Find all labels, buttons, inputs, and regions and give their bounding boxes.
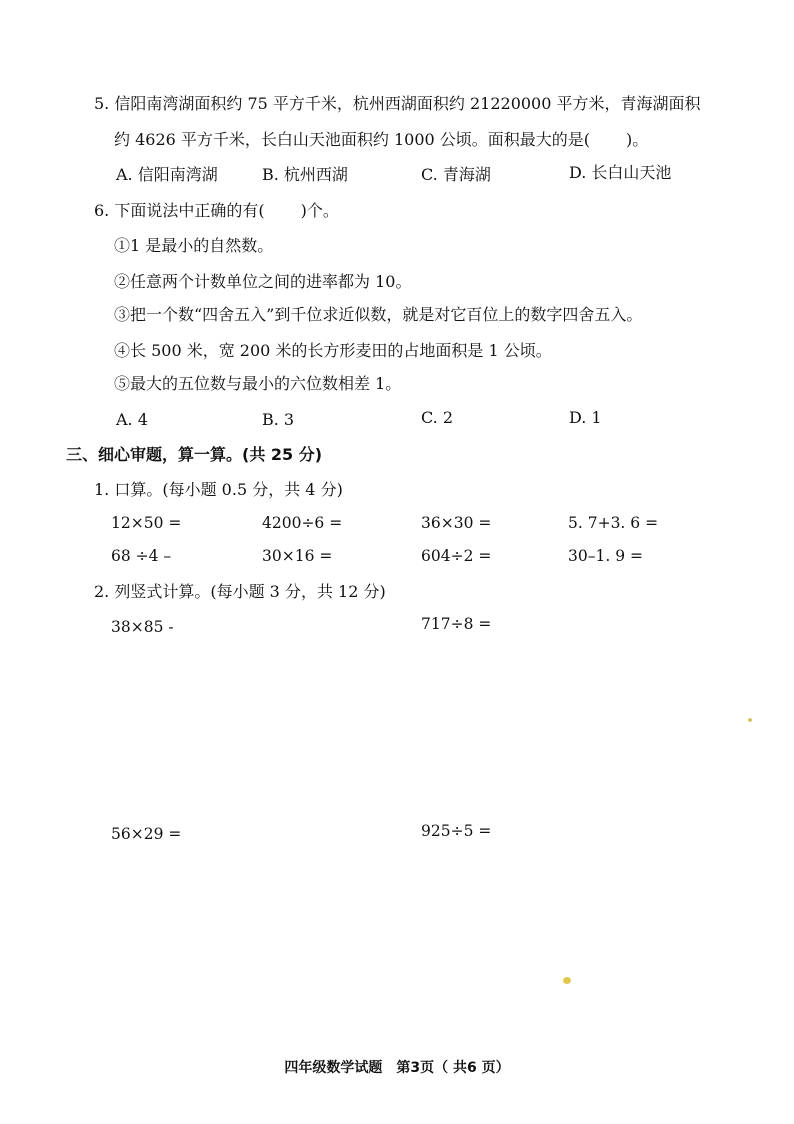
oral-calc-item[interactable]: 12×50 =	[111, 514, 182, 532]
vertical-calc-item[interactable]: 717÷8 =	[421, 615, 492, 633]
q6-stem-end: )个。	[300, 201, 339, 220]
q5-option-a[interactable]: A. 信阳南湾湖	[116, 165, 218, 184]
q5-line1: 5. 信阳南湾湖面积约 75 平方千米，杭州西湖面积约 21220000 平方米，青海湖面积	[94, 94, 701, 113]
q6-option-a[interactable]: A. 4	[116, 410, 148, 429]
q6-statement-4: ④长 500 米，宽 200 米的长方形麦田的占地面积是 1 公顷。	[114, 341, 552, 360]
oral-calc-item[interactable]: 68 ÷4 –	[111, 547, 172, 565]
scan-speck	[748, 718, 752, 722]
q5-stem-text: 约 4626 平方千米，长白山天池面积约 1000 公顷。面积最大的是(	[114, 130, 591, 149]
q6-option-c[interactable]: C. 2	[421, 408, 454, 427]
q6-statement-5: ⑤最大的五位数与最小的六位数相差 1。	[114, 374, 402, 393]
oral-calc-item[interactable]: 4200÷6 =	[262, 514, 343, 532]
q6-statement-3: ③把一个数“四舍五入”到千位求近似数，就是对它百位上的数字四舍五入。	[114, 305, 643, 324]
page-footer: 四年级数学试题 第3页（ 共6 页）	[284, 1060, 510, 1076]
q6-statement-1: ①1 是最小的自然数。	[114, 236, 274, 255]
section3-title: 三、细心审题，算一算。(共 25 分)	[66, 445, 323, 464]
vertical-calc-title: 2. 列竖式计算。(每小题 3 分，共 12 分)	[94, 582, 386, 601]
oral-calc-item[interactable]: 36×30 =	[421, 514, 492, 532]
oral-calc-item[interactable]: 30–1. 9 =	[568, 547, 643, 565]
oral-calc-item[interactable]: 5. 7+3. 6 =	[568, 514, 659, 532]
scan-speck	[563, 977, 571, 984]
q6-stem	[94, 201, 339, 221]
vertical-calc-item[interactable]: 38×85 -	[111, 618, 174, 636]
q5-option-d[interactable]: D. 长白山天池	[569, 163, 672, 182]
q5-option-b[interactable]: B. 杭州西湖	[262, 165, 348, 184]
q6-option-d[interactable]: D. 1	[569, 408, 602, 427]
q6-stem-text: 6. 下面说法中正确的有(	[94, 201, 265, 220]
q6-option-b[interactable]: B. 3	[262, 410, 295, 429]
oral-calc-item[interactable]: 30×16 =	[262, 547, 333, 565]
oral-calc-title: 1. 口算。(每小题 0.5 分，共 4 分)	[94, 480, 343, 499]
q5-stem-end: )。	[626, 130, 649, 149]
oral-calc-item[interactable]: 604÷2 =	[421, 547, 492, 565]
q5-line2	[114, 130, 648, 150]
vertical-calc-item[interactable]: 925÷5 =	[421, 822, 492, 840]
q6-statement-2: ②任意两个计数单位之间的进率都为 10。	[114, 272, 412, 291]
vertical-calc-item[interactable]: 56×29 =	[111, 825, 182, 843]
q5-option-c[interactable]: C. 青海湖	[421, 165, 491, 184]
